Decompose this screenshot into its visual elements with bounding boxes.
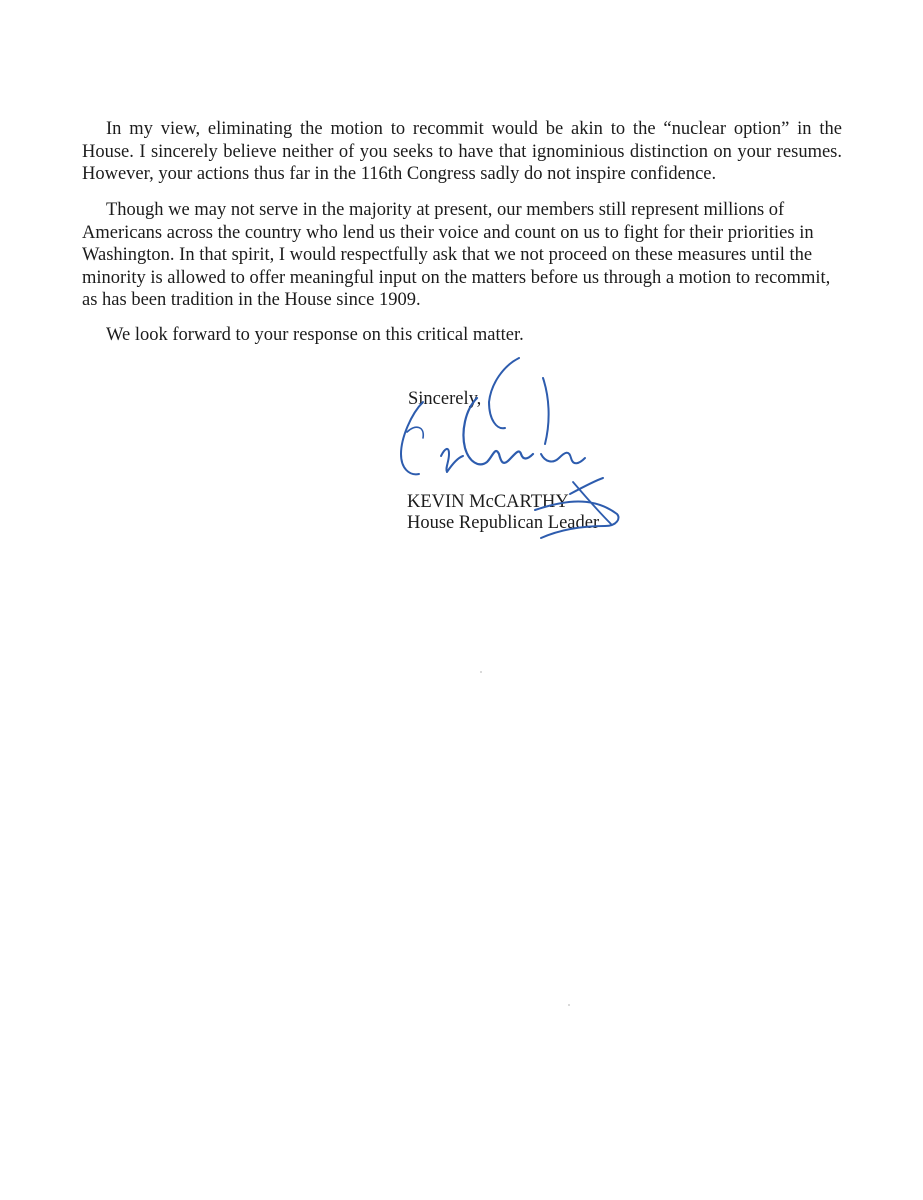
paper-speck xyxy=(568,1004,570,1006)
paragraph-response-request: We look forward to your response on this critical matter. xyxy=(106,325,524,345)
handwritten-signature xyxy=(385,350,645,550)
paper-speck xyxy=(480,671,482,673)
signer-name: KEVIN McCARTHY xyxy=(407,492,569,512)
paragraph-minority-request: Though we may not serve in the majority at present, our members still represent millions of Americans across the country who lend us their voice and count on us to fight for their priorities in Washington. In that spirit, I would respectfully ask that we not proceed on these measures until the minority is allowed to offer meaningful input on the matters before us through a motion to recommit, as has been tradition in the House since 1909. xyxy=(82,200,831,310)
closing-salutation: Sincerely, xyxy=(408,389,482,409)
paragraph-nuclear-option: In my view, eliminating the motion to recommit would be akin to the “nuclear option” in the House. I sincerely believe neither of you seeks to have that ignominious distinction on your resumes. However, your actions thus far in the 116th Congress sadly do not inspire confidence. xyxy=(82,119,842,184)
signer-title: House Republican Leader xyxy=(407,513,600,533)
